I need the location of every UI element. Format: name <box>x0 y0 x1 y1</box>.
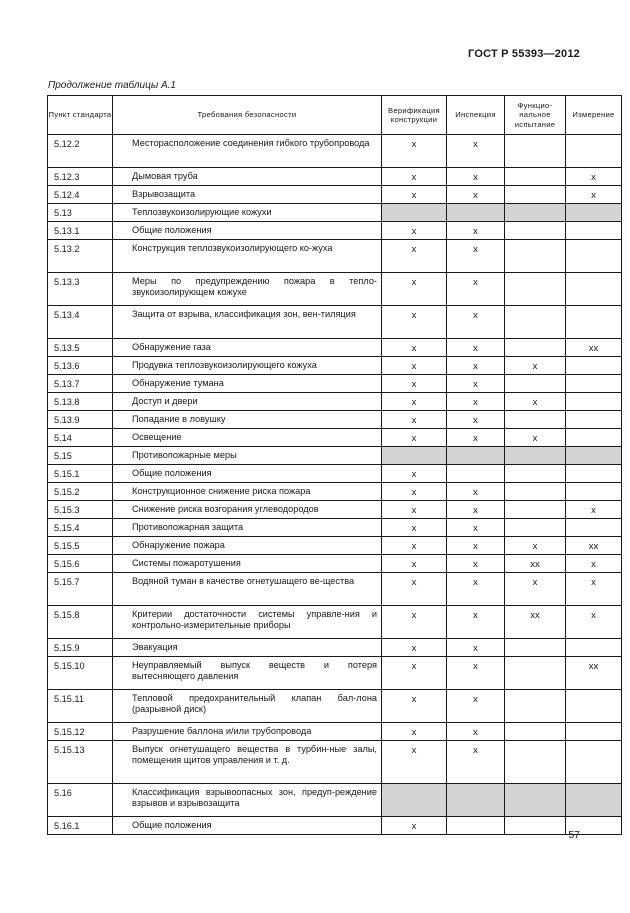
inspection-cell <box>447 447 505 465</box>
table-row <box>48 741 622 784</box>
design-verification-cell: x <box>382 817 447 835</box>
clause-cell: 5.15.10 <box>48 657 113 690</box>
inspection-cell: x <box>447 639 505 657</box>
requirement-cell: Конструкция теплозвукоизолирующего ко-жуха <box>113 240 382 273</box>
measurement-cell <box>566 393 622 411</box>
requirement-cell: Меры по предупреждению пожара в тепло-звукоизолирующем кожухе <box>113 273 382 306</box>
functional-test-cell <box>505 240 566 273</box>
clause-cell: 5.15.5 <box>48 537 113 555</box>
requirement-cell: Классификация взрывоопасных зон, предуп-реждение взрывов и взрывозащита <box>113 784 382 817</box>
requirement-cell: Общие положения <box>113 817 382 835</box>
measurement-cell <box>566 690 622 723</box>
requirement-cell: Системы пожаротушения <box>113 555 382 573</box>
requirement-cell: Общие положения <box>113 222 382 240</box>
requirement-cell: Месторасположение соединения гибкого трубопровода <box>113 135 382 168</box>
inspection-cell: x <box>447 168 505 186</box>
measurement-cell <box>566 784 622 817</box>
measurement-cell <box>566 240 622 273</box>
table-row <box>48 204 622 222</box>
measurement-cell: xx <box>566 537 622 555</box>
functional-test-cell <box>505 168 566 186</box>
design-verification-cell: x <box>382 168 447 186</box>
measurement-cell <box>566 519 622 537</box>
table-header-row <box>48 96 622 135</box>
functional-test-cell <box>505 501 566 519</box>
inspection-cell: x <box>447 606 505 639</box>
clause-cell: 5.15.11 <box>48 690 113 723</box>
inspection-cell: x <box>447 375 505 393</box>
design-verification-cell: x <box>382 186 447 204</box>
design-verification-cell: x <box>382 135 447 168</box>
measurement-cell: x <box>566 606 622 639</box>
table-row <box>48 273 622 306</box>
functional-test-cell <box>505 723 566 741</box>
table-row <box>48 519 622 537</box>
inspection-cell <box>447 817 505 835</box>
measurement-cell: x <box>566 573 622 606</box>
header-measurement: Измерение <box>566 96 622 135</box>
table-row <box>48 501 622 519</box>
functional-test-cell: x <box>505 357 566 375</box>
requirement-cell: Продувка теплозвукоизолирующего кожуха <box>113 357 382 375</box>
clause-cell: 5.13.5 <box>48 339 113 357</box>
measurement-cell: x <box>566 501 622 519</box>
functional-test-cell: xx <box>505 606 566 639</box>
requirement-cell: Попадание в ловушку <box>113 411 382 429</box>
clause-cell: 5.15.3 <box>48 501 113 519</box>
measurement-cell <box>566 222 622 240</box>
table-caption: Продолжение таблицы А.1 <box>48 80 176 91</box>
clause-cell: 5.13.2 <box>48 240 113 273</box>
table-row <box>48 606 622 639</box>
design-verification-cell: x <box>382 606 447 639</box>
functional-test-cell <box>505 411 566 429</box>
clause-cell: 5.13.9 <box>48 411 113 429</box>
functional-test-cell <box>505 784 566 817</box>
design-verification-cell: x <box>382 657 447 690</box>
inspection-cell: x <box>447 501 505 519</box>
functional-test-cell <box>505 375 566 393</box>
requirement-cell: Неуправляемый выпуск веществ и потеря вытесняющего давления <box>113 657 382 690</box>
requirement-cell: Взрывозащита <box>113 186 382 204</box>
header-design-verification: Верификация конструкции <box>382 96 447 135</box>
functional-test-cell <box>505 273 566 306</box>
design-verification-cell: x <box>382 465 447 483</box>
design-verification-cell: x <box>382 519 447 537</box>
functional-test-cell <box>505 690 566 723</box>
design-verification-cell: x <box>382 411 447 429</box>
requirement-cell: Водяной туман в качестве огнетушащего ве-щества <box>113 573 382 606</box>
inspection-cell: x <box>447 555 505 573</box>
table-row <box>48 537 622 555</box>
requirement-cell: Общие положения <box>113 465 382 483</box>
header-clause: Пункт стандарта <box>48 96 113 135</box>
table-row <box>48 657 622 690</box>
inspection-cell: x <box>447 273 505 306</box>
design-verification-cell: x <box>382 339 447 357</box>
clause-cell: 5.15.6 <box>48 555 113 573</box>
table-row <box>48 357 622 375</box>
inspection-cell: x <box>447 357 505 375</box>
design-verification-cell: x <box>382 555 447 573</box>
functional-test-cell <box>505 639 566 657</box>
inspection-cell <box>447 465 505 483</box>
table-row <box>48 240 622 273</box>
clause-cell: 5.12.3 <box>48 168 113 186</box>
clause-cell: 5.15.9 <box>48 639 113 657</box>
design-verification-cell: x <box>382 273 447 306</box>
functional-test-cell <box>505 204 566 222</box>
clause-cell: 5.13.8 <box>48 393 113 411</box>
inspection-cell: x <box>447 222 505 240</box>
requirement-cell: Снижение риска возгорания углеводородов <box>113 501 382 519</box>
clause-cell: 5.13.6 <box>48 357 113 375</box>
table-row <box>48 447 622 465</box>
measurement-cell <box>566 357 622 375</box>
inspection-cell: x <box>447 690 505 723</box>
measurement-cell <box>566 135 622 168</box>
functional-test-cell <box>505 741 566 784</box>
measurement-cell <box>566 447 622 465</box>
table-row <box>48 306 622 339</box>
functional-test-cell: xx <box>505 555 566 573</box>
functional-test-cell <box>505 135 566 168</box>
functional-test-cell <box>505 186 566 204</box>
design-verification-cell: x <box>382 501 447 519</box>
inspection-cell: x <box>447 411 505 429</box>
requirement-cell: Обнаружение пожара <box>113 537 382 555</box>
clause-cell: 5.15 <box>48 447 113 465</box>
requirement-cell: Теплозвукоизолирующие кожухи <box>113 204 382 222</box>
clause-cell: 5.13 <box>48 204 113 222</box>
table-row <box>48 690 622 723</box>
measurement-cell <box>566 411 622 429</box>
functional-test-cell: x <box>505 393 566 411</box>
clause-cell: 5.13.4 <box>48 306 113 339</box>
requirements-table <box>47 95 622 835</box>
measurement-cell <box>566 375 622 393</box>
inspection-cell <box>447 784 505 817</box>
table-row <box>48 168 622 186</box>
table-row <box>48 411 622 429</box>
table-row <box>48 135 622 168</box>
design-verification-cell: x <box>382 723 447 741</box>
measurement-cell: xx <box>566 657 622 690</box>
clause-cell: 5.15.13 <box>48 741 113 784</box>
design-verification-cell <box>382 204 447 222</box>
table-row <box>48 186 622 204</box>
clause-cell: 5.12.2 <box>48 135 113 168</box>
requirement-cell: Тепловой предохранительный клапан бал-лона (разрывной диск) <box>113 690 382 723</box>
inspection-cell: x <box>447 135 505 168</box>
header-requirements: Требования безопасности <box>113 96 382 135</box>
table-row <box>48 639 622 657</box>
table-row <box>48 222 622 240</box>
inspection-cell: x <box>447 519 505 537</box>
measurement-cell <box>566 306 622 339</box>
clause-cell: 5.13.3 <box>48 273 113 306</box>
requirement-cell: Эвакуация <box>113 639 382 657</box>
design-verification-cell: x <box>382 306 447 339</box>
inspection-cell: x <box>447 573 505 606</box>
measurement-cell: x <box>566 186 622 204</box>
design-verification-cell: x <box>382 639 447 657</box>
measurement-cell <box>566 639 622 657</box>
clause-cell: 5.13.7 <box>48 375 113 393</box>
inspection-cell: x <box>447 429 505 447</box>
inspection-cell: x <box>447 483 505 501</box>
inspection-cell: x <box>447 339 505 357</box>
design-verification-cell <box>382 784 447 817</box>
clause-cell: 5.15.7 <box>48 573 113 606</box>
design-verification-cell: x <box>382 537 447 555</box>
table-row <box>48 465 622 483</box>
inspection-cell <box>447 204 505 222</box>
requirement-cell: Критерии достаточности системы управле-ния и контрольно-измерительные приборы <box>113 606 382 639</box>
table-body <box>48 135 622 835</box>
clause-cell: 5.15.4 <box>48 519 113 537</box>
functional-test-cell <box>505 483 566 501</box>
clause-cell: 5.15.1 <box>48 465 113 483</box>
requirement-cell: Противопожарная защита <box>113 519 382 537</box>
clause-cell: 5.12.4 <box>48 186 113 204</box>
table-row <box>48 723 622 741</box>
clause-cell: 5.16.1 <box>48 817 113 835</box>
table-row <box>48 483 622 501</box>
table-row <box>48 375 622 393</box>
functional-test-cell <box>505 447 566 465</box>
inspection-cell: x <box>447 537 505 555</box>
table-row <box>48 339 622 357</box>
functional-test-cell <box>505 339 566 357</box>
measurement-cell <box>566 429 622 447</box>
measurement-cell <box>566 741 622 784</box>
design-verification-cell: x <box>382 483 447 501</box>
measurement-cell <box>566 723 622 741</box>
standard-designation: ГОСТ Р 55393—2012 <box>468 48 580 60</box>
design-verification-cell: x <box>382 222 447 240</box>
page-number: 57 <box>568 829 580 841</box>
table-row <box>48 817 622 835</box>
requirement-cell: Противопожарные меры <box>113 447 382 465</box>
clause-cell: 5.16 <box>48 784 113 817</box>
inspection-cell: x <box>447 393 505 411</box>
measurement-cell <box>566 483 622 501</box>
functional-test-cell: x <box>505 573 566 606</box>
design-verification-cell: x <box>382 393 447 411</box>
inspection-cell: x <box>447 657 505 690</box>
inspection-cell: x <box>447 723 505 741</box>
clause-cell: 5.14 <box>48 429 113 447</box>
measurement-cell: xx <box>566 339 622 357</box>
functional-test-cell <box>505 657 566 690</box>
clause-cell: 5.13.1 <box>48 222 113 240</box>
requirement-cell: Конструкционное снижение риска пожара <box>113 483 382 501</box>
requirement-cell: Обнаружение тумана <box>113 375 382 393</box>
requirement-cell: Освещение <box>113 429 382 447</box>
design-verification-cell: x <box>382 240 447 273</box>
measurement-cell <box>566 273 622 306</box>
functional-test-cell: x <box>505 537 566 555</box>
header-inspection: Инспекция <box>447 96 505 135</box>
functional-test-cell <box>505 306 566 339</box>
requirement-cell: Дымовая труба <box>113 168 382 186</box>
header-functional-test: Функцио-нальное испытание <box>505 96 566 135</box>
clause-cell: 5.15.2 <box>48 483 113 501</box>
functional-test-cell: x <box>505 429 566 447</box>
requirement-cell: Обнаружение газа <box>113 339 382 357</box>
inspection-cell: x <box>447 186 505 204</box>
design-verification-cell: x <box>382 375 447 393</box>
table-row <box>48 429 622 447</box>
design-verification-cell <box>382 447 447 465</box>
requirement-cell: Выпуск огнетушащего вещества в турбин-ные залы, помещения щитов управления и т. д. <box>113 741 382 784</box>
design-verification-cell: x <box>382 357 447 375</box>
requirement-cell: Защита от взрыва, классификация зон, вен-тиляция <box>113 306 382 339</box>
functional-test-cell <box>505 519 566 537</box>
inspection-cell: x <box>447 306 505 339</box>
table-row <box>48 393 622 411</box>
measurement-cell <box>566 465 622 483</box>
functional-test-cell <box>505 465 566 483</box>
table-row <box>48 573 622 606</box>
table-row <box>48 784 622 817</box>
clause-cell: 5.15.8 <box>48 606 113 639</box>
design-verification-cell: x <box>382 741 447 784</box>
functional-test-cell <box>505 817 566 835</box>
design-verification-cell: x <box>382 573 447 606</box>
inspection-cell: x <box>447 240 505 273</box>
design-verification-cell: x <box>382 690 447 723</box>
requirement-cell: Разрушение баллона и/или трубопровода <box>113 723 382 741</box>
functional-test-cell <box>505 222 566 240</box>
requirement-cell: Доступ и двери <box>113 393 382 411</box>
design-verification-cell: x <box>382 429 447 447</box>
measurement-cell <box>566 204 622 222</box>
clause-cell: 5.15.12 <box>48 723 113 741</box>
measurement-cell: x <box>566 555 622 573</box>
measurement-cell: x <box>566 168 622 186</box>
table-row <box>48 555 622 573</box>
inspection-cell: x <box>447 741 505 784</box>
